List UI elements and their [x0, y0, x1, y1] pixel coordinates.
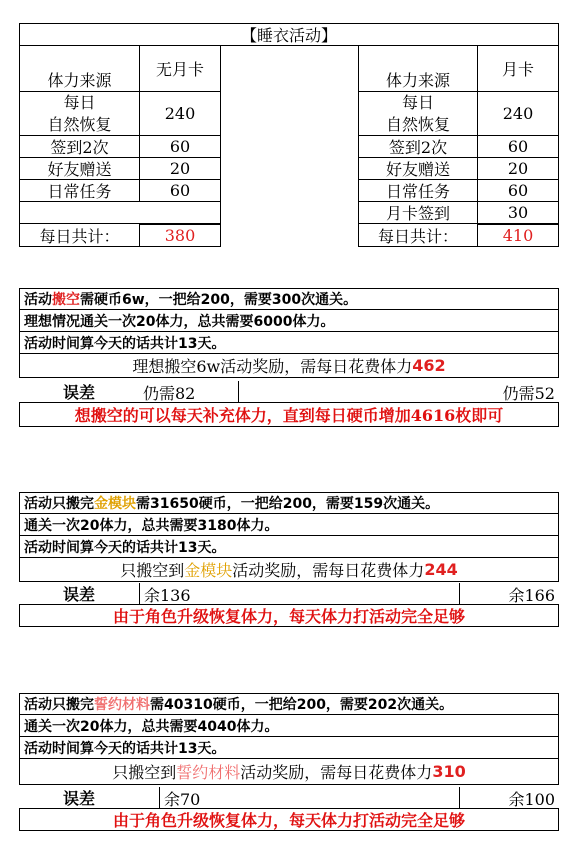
- right-row-daily-value: 60: [477, 179, 559, 202]
- s1-error-left: 仍需82: [139, 381, 239, 403]
- right-total-value: 410: [477, 224, 559, 247]
- left-total-value: 380: [139, 224, 221, 247]
- s2-conclusion: 由于角色升级恢复体力，每天体力打活动完全足够: [19, 604, 559, 627]
- right-row-natural-source: 每日 自然恢复: [358, 91, 478, 136]
- right-row-month-signin-source: 月卡签到: [358, 201, 478, 224]
- left-row-friend-source: 好友赠送: [19, 157, 140, 180]
- s2-error-left: 余136: [139, 583, 239, 605]
- s2-error-label: 误差: [62, 584, 95, 604]
- left-row-natural-value: 240: [139, 91, 221, 136]
- s3-error-label: 误差: [62, 788, 95, 808]
- s2-line1: 活动只搬完 金模块 需31650硬币，一把给200，需要159次通关。: [19, 492, 559, 514]
- page-title: 【睡衣活动】: [19, 23, 559, 46]
- s2-line4: 只搬空到 金模块 活动奖励，需每日花费体力 244: [19, 557, 559, 582]
- right-row-friend-source: 好友赠送: [358, 157, 478, 180]
- s3-line3: 活动时间算今天的话共计13天。: [19, 736, 559, 759]
- left-total-label: 每日共计：: [39, 227, 120, 246]
- left-header-source: 体力来源: [47, 70, 112, 90]
- s2-line2: 通关一次20体力，总共需要3180体力。: [19, 513, 559, 536]
- right-row-friend-value: 20: [477, 157, 559, 180]
- left-row-signin-value: 60: [139, 135, 221, 158]
- s1-line3: 活动时间算今天的话共计13天。: [19, 331, 559, 354]
- s1-conclusion: 想搬空的可以每天补充体力，直到每日硬币增加4616枚即可: [19, 402, 559, 427]
- s3-error-right: 余100: [459, 787, 559, 809]
- s3-line4: 只搬空到 誓约材料 活动奖励，需每日花费体力 310: [19, 758, 559, 785]
- s2-line3: 活动时间算今天的话共计13天。: [19, 535, 559, 558]
- s1-error-right: 仍需52: [502, 383, 555, 403]
- left-header-no-card: 无月卡: [139, 45, 221, 92]
- right-header-month-card: 月卡: [477, 45, 559, 92]
- s1-line4: 理想搬空6w活动奖励，需每日花费体力 462: [19, 353, 559, 378]
- right-row-month-signin-value: 30: [477, 201, 559, 224]
- s1-error-label: 误差: [62, 382, 95, 402]
- left-row-daily-source: 日常任务: [19, 179, 140, 202]
- left-row-empty: [19, 201, 221, 224]
- s2-error-right: 余166: [459, 583, 559, 605]
- s1-line2: 理想情况通关一次20体力，总共需要6000体力。: [19, 309, 559, 332]
- right-row-natural-value: 240: [477, 91, 559, 136]
- s3-line2: 通关一次20体力，总共需要4040体力。: [19, 714, 559, 737]
- right-row-signin-source: 签到2次: [358, 135, 478, 158]
- left-row-natural-source: 每日 自然恢复: [19, 91, 140, 136]
- right-header-source: 体力来源: [385, 70, 450, 90]
- s3-conclusion: 由于角色升级恢复体力，每天体力打活动完全足够: [19, 808, 559, 831]
- right-total-label: 每日共计：: [377, 227, 458, 246]
- s3-error-left: 余70: [159, 787, 259, 809]
- left-row-signin-source: 签到2次: [19, 135, 140, 158]
- right-row-signin-value: 60: [477, 135, 559, 158]
- left-row-daily-value: 60: [139, 179, 221, 202]
- s3-line1: 活动只搬完 誓约材料 需40310硬币，一把给200，需要202次通关。: [19, 693, 559, 715]
- s1-line1: 活动 搬空 需硬币6w，一把给200，需要300次通关。: [19, 288, 559, 310]
- left-row-friend-value: 20: [139, 157, 221, 180]
- right-row-daily-source: 日常任务: [358, 179, 478, 202]
